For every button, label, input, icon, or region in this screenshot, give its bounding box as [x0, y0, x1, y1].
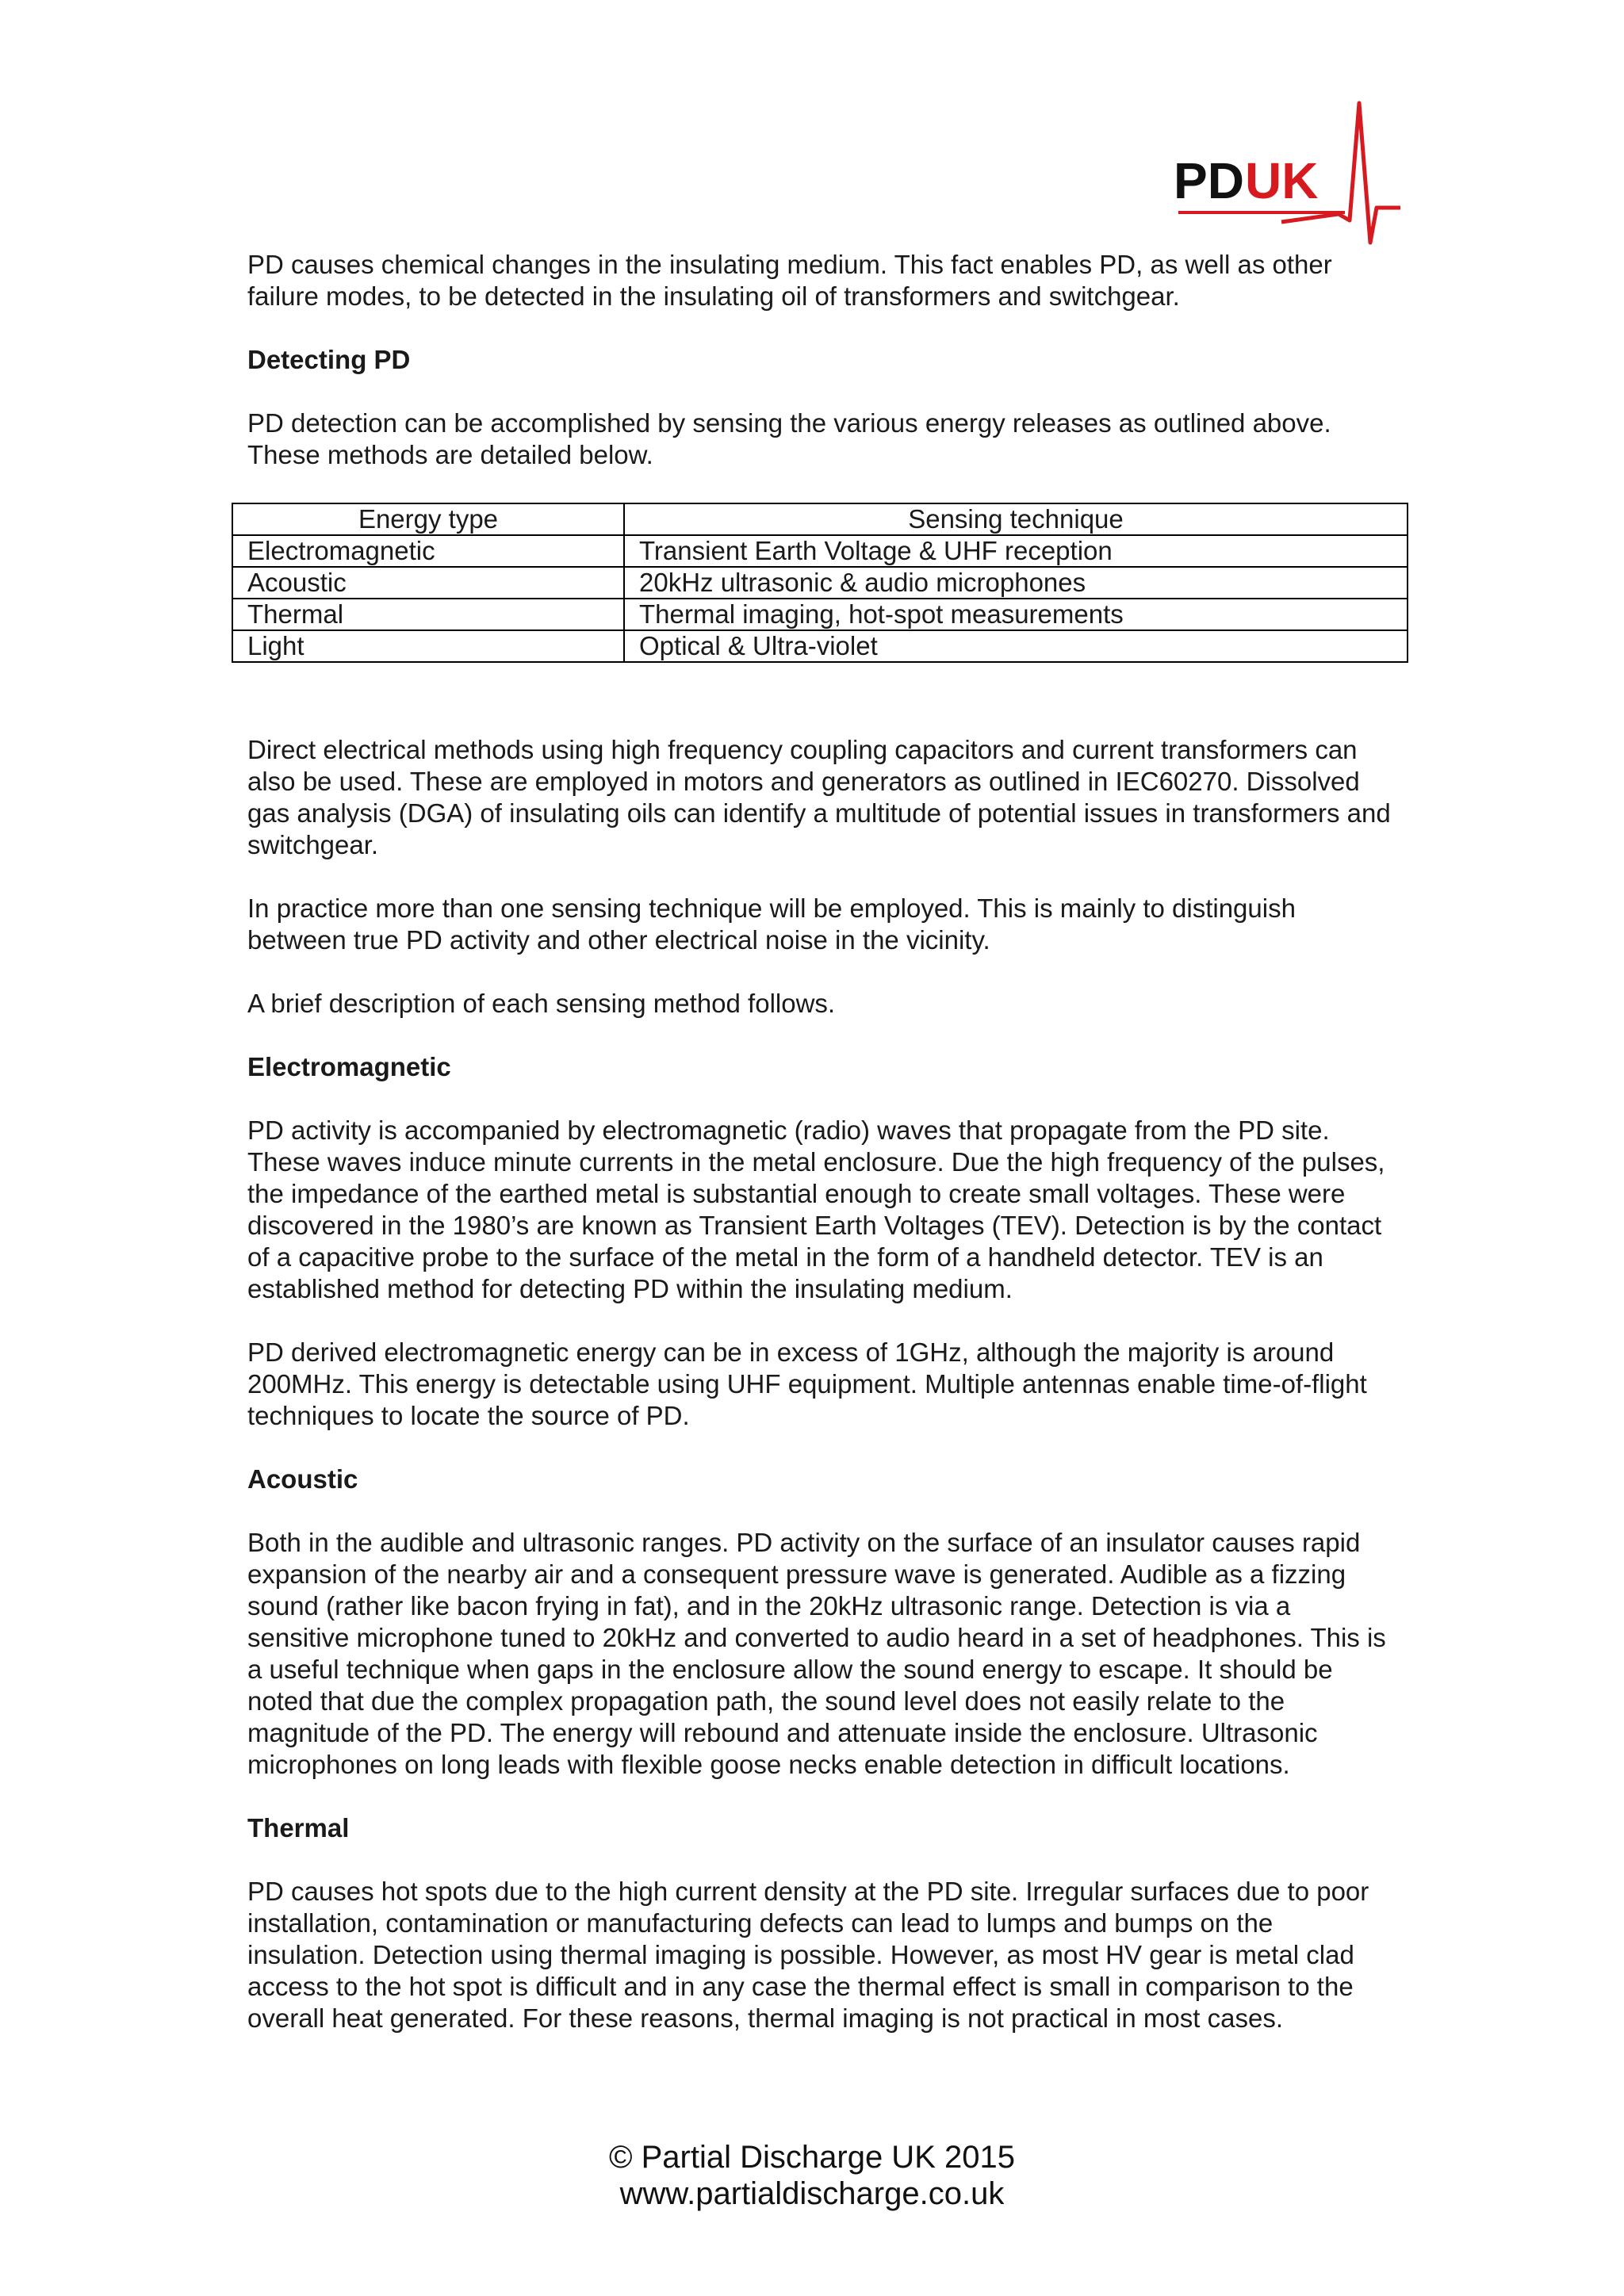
table-header-energy-type: Energy type: [232, 503, 624, 535]
table-cell-energy: Thermal: [232, 599, 624, 630]
table-cell-technique: 20kHz ultrasonic & audio microphones: [624, 567, 1408, 599]
table-header-row: [232, 503, 1408, 535]
table-cell-energy: Electromagnetic: [232, 535, 624, 567]
brief-description-paragraph: A brief description of each sensing method follows.: [247, 989, 836, 1018]
acoustic-paragraph: Both in the audible and ultrasonic ranges. PD activity on the surface of an insulator causes rapid expansion of the nearby air and a consequent pressure wave is generated. Audible as a fizzing sound (rather like bacon frying in fat), and in the 20kHz ultrasonic range. Detection is via a sensitive microphone tuned to 20kHz and converted to audio heard in a set of headphones. This is a useful technique when gaps in the enclosure allow the sound energy to escape. It should be noted that due the complex propagation path, the sound level does not easily relate to the magnitude of the PD. The energy will rebound and attenuate inside the enclosure. Ultrasonic microphones on long leads with flexible goose necks enable detection in difficult locations.: [247, 1528, 1386, 1779]
table-row: [232, 599, 1408, 630]
table-cell-energy: Acoustic: [232, 567, 624, 599]
intro-paragraph: PD causes chemical changes in the insulating medium. This fact enables PD, as well as other failure modes, to be detected in the insulating oil of transformers and switchgear.: [247, 250, 1332, 311]
thermal-heading: Thermal: [247, 1813, 350, 1843]
table-row: [232, 535, 1408, 567]
body-section: [247, 734, 1397, 2034]
pduk-logo-graphic: [1162, 95, 1400, 254]
energy-table-container: [232, 503, 1408, 663]
detecting-paragraph: PD detection can be accomplished by sensing the various energy releases as outlined above. These methods are detailed below.: [247, 408, 1331, 469]
table-header-sensing-technique: Sensing technique: [624, 503, 1408, 535]
acoustic-heading: Acoustic: [247, 1464, 358, 1494]
energy-sensing-table: [232, 503, 1408, 663]
table-cell-technique: Optical & Ultra-violet: [624, 630, 1408, 662]
page-footer: [0, 2139, 1624, 2212]
table-cell-energy: Light: [232, 630, 624, 662]
intro-section: [247, 249, 1397, 471]
electromagnetic-heading: Electromagnetic: [247, 1052, 451, 1081]
practice-paragraph: In practice more than one sensing technique will be employed. This is mainly to distinguish between true PD activity and other electrical noise in the vicinity.: [247, 894, 1296, 955]
logo-text-uk: UK: [1245, 152, 1319, 209]
electromagnetic-paragraph-1: PD activity is accompanied by electromagnetic (radio) waves that propagate from the PD site. These waves induce minute currents in the metal enclosure. Due the high frequency of the pulses, the impedance of the earthed metal is substantial enough to create small voltages. These were discovered in the 1980’s are known as Transient Earth Voltages (TEV). Detection is by the contact of a capacitive probe to the surface of the metal in the form of a handheld detector. TEV is an established method for detecting PD within the insulating medium.: [247, 1115, 1385, 1303]
pduk-logo: [1162, 95, 1400, 254]
table-cell-technique: Transient Earth Voltage & UHF reception: [624, 535, 1408, 567]
logo-text-pd: PD: [1174, 152, 1244, 209]
table-row: [232, 630, 1408, 662]
table-row: [232, 567, 1408, 599]
thermal-paragraph: PD causes hot spots due to the high current density at the PD site. Irregular surfaces due to poor installation, contamination or manufacturing defects can lead to lumps and bumps on the insulation. Detection using thermal imaging is possible. However, as most HV gear is metal clad access to the hot spot is difficult and in any case the thermal effect is small in comparison to the overall heat generated. For these reasons, thermal imaging is not practical in most cases.: [247, 1877, 1369, 2033]
direct-methods-paragraph: Direct electrical methods using high frequency coupling capacitors and current transformers can also be used. These are employed in motors and generators as outlined in IEC60270. Dissolved gas analysis (DGA) of insulating oils can identify a multitude of potential issues in transformers and switchgear.: [247, 735, 1391, 859]
electromagnetic-paragraph-2: PD derived electromagnetic energy can be in excess of 1GHz, although the majority is around 200MHz. This energy is detectable using UHF equipment. Multiple antennas enable time-of-flight techniques to locate the source of PD.: [247, 1337, 1367, 1430]
footer-copyright: © Partial Discharge UK 2015: [609, 2140, 1015, 2175]
footer-website: www.partialdischarge.co.uk: [619, 2176, 1005, 2211]
table-cell-technique: Thermal imaging, hot-spot measurements: [624, 599, 1408, 630]
detecting-heading: Detecting PD: [247, 345, 411, 374]
